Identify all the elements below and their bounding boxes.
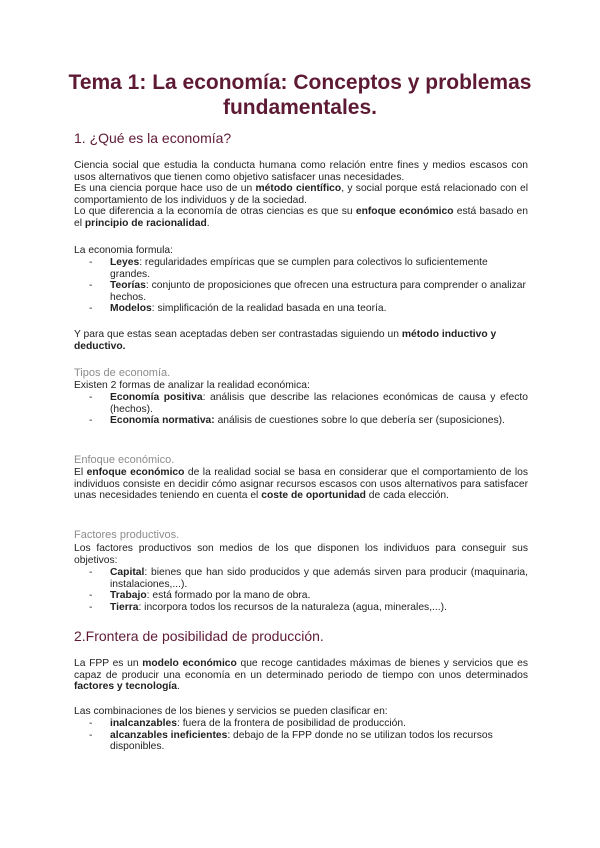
factores-intro: Los factores productivos son medios de los que disponen los individuos para conseguir sus objetivos: [74, 543, 528, 566]
enfoque-text-b: de la realidad social se basa en considerar que el comportamiento de los individuos consiste en decidir cómo asignar recursos escasos con usos alternativos para satisfacer unas necesidades teniendo en cuenta el [74, 467, 528, 502]
definition-text: Ciencia social que estudia la conducta humana como relación entre fines y medios escasos con usos alternativos que tienen como objetivo satisfacer unas necesidades. [74, 160, 528, 183]
science-text-b: , y social porque está relacionado con el comportamiento de los individuos y de la sociedad. [74, 183, 528, 206]
difference-text-c: . [206, 217, 210, 229]
method-paragraph [74, 329, 528, 352]
science-text-a: Es una ciencia porque hace uso de un [74, 183, 256, 195]
list-item: - Economía positiva: análisis que describe las relaciones económicas de causa y efecto (hechos). [89, 392, 528, 415]
difference-text-b: está basado en el [74, 206, 529, 229]
fpp-text-c: . [177, 681, 180, 693]
list-item: - Leyes: regularidades empíricas que se cumplen para colectivos lo suficientemente grandes. [89, 257, 488, 280]
list-item-text: : debajo de la FPP donde no se utilizan todos los recursos disponibles. [110, 729, 493, 753]
list-item: - Trabajo: está formado por la mano de obra. [89, 590, 311, 602]
fpp-text-bold-2: factores y tecnología [74, 681, 177, 693]
science-text-bold: método científico [255, 183, 342, 195]
fpp-paragraph [74, 658, 528, 693]
list-item-text: : incorpora todos los recursos de la naturaleza (agua, minerales,...). [138, 601, 447, 613]
tipos-list [74, 392, 528, 427]
list-item: - Teorías: conjunto de proposiciones que ofrecen una estructura para comprender o analizar hechos. [89, 280, 526, 303]
enfoque-text-bold-2: coste de oportunidad [261, 490, 366, 502]
list-item: - Tierra: incorpora todos los recursos de la naturaleza (agua, minerales,...). [89, 601, 447, 613]
list-item-term: Teorías [110, 280, 146, 292]
factores-heading: Factores productivos. [74, 529, 180, 541]
enfoque-text-c: de cada elección. [365, 490, 449, 502]
method-text-bold: método inductivo y deductivo. [74, 329, 497, 352]
list-item-term: Capital [110, 567, 145, 578]
list-item-text: : regularidades empíricas que se cumplen para colectivos lo suficientemente grandes. [110, 257, 488, 280]
section-2-heading: 2.Frontera de posibilidad de producción. [74, 628, 324, 644]
enfoque-text-bold-1: enfoque económico [86, 467, 185, 478]
list-item-term: Modelos [110, 303, 152, 315]
tipos-heading: Tipos de economía. [74, 367, 171, 379]
fpp-text-bold-1: modelo económico [142, 658, 237, 669]
list-item-term: alcanzables ineficientes [110, 729, 228, 741]
combinaciones-intro: Las combinaciones de los bienes y servicios se pueden clasificar en: [74, 706, 388, 717]
list-item-text: : simplificación de la realidad basada en una teoría. [151, 303, 387, 315]
difference-text-bold-2: principio de racionalidad [84, 217, 207, 229]
list-item: - Capital: bienes que han sido producidos y que además sirven para producir (maquinaria, instalaciones,...). [89, 567, 528, 590]
section-1-heading: 1. ¿Qué es la economía? [74, 130, 232, 146]
definition-paragraph [74, 160, 528, 230]
list-item-term: Leyes [110, 257, 140, 268]
list-item: - Economía normativa: análisis de cuestiones sobre lo que debería ser (suposiciones). [89, 415, 505, 427]
list-item: - alcanzables ineficientes: debajo de la FPP donde no se utilizan todos los recursos disponibles. [89, 729, 493, 753]
list-item-text: análisis de cuestiones sobre lo que debería ser (suposiciones). [214, 415, 505, 427]
fpp-text-b: que recoge cantidades máximas de bienes y servicios que es capaz de producir una economía en un determinado periodo de tiempo con unos determinados [74, 658, 528, 681]
list-item-text: : análisis que describe las relaciones económicas de causa y efecto (hechos). [110, 392, 528, 415]
factores-list [74, 567, 528, 613]
list-item-term: Economía positiva [110, 392, 203, 403]
enfoque-paragraph [74, 467, 528, 502]
difference-text-a: Lo que diferencia a la economía de otras ciencias es que su [74, 206, 356, 218]
list-item-term: Economía normativa: [110, 415, 215, 427]
enfoque-heading: Enfoque económico. [74, 454, 175, 466]
difference-text-bold-1: enfoque económico [355, 206, 454, 218]
list-item-text: : fuera de la frontera de posibilidad de producción. [176, 718, 406, 729]
list-item: - inalcanzables: fuera de la frontera de posibilidad de producción. [89, 718, 406, 729]
document-title: Tema 1: La economía: Conceptos y problemas fundamentales. [68, 71, 532, 119]
formula-intro: La economia formula: [74, 245, 174, 256]
list-item-text: : conjunto de proposiciones que ofrecen una estructura para comprender o analizar hechos. [110, 280, 526, 303]
list-item-text: : bienes que han sido producidos y que además sirven para producir (maquinaria, instalaciones,...). [110, 567, 528, 590]
list-item-text: : está formado por la mano de obra. [146, 590, 311, 602]
list-item-term: inalcanzables [110, 718, 177, 729]
formula-list [74, 257, 528, 315]
fpp-text-a: La FPP es un [74, 658, 143, 669]
tipos-intro: Existen 2 formas de analizar la realidad económica: [74, 380, 310, 391]
list-item: - Modelos: simplificación de la realidad basada en una teoría. [89, 303, 387, 315]
enfoque-text-a: El [74, 467, 87, 478]
combinaciones-list [74, 718, 528, 753]
list-item-term: Trabajo [110, 590, 147, 602]
list-item-term: Tierra [110, 601, 139, 613]
method-text: Y para que estas sean aceptadas deben ser contrastadas siguiendo un [74, 329, 402, 340]
